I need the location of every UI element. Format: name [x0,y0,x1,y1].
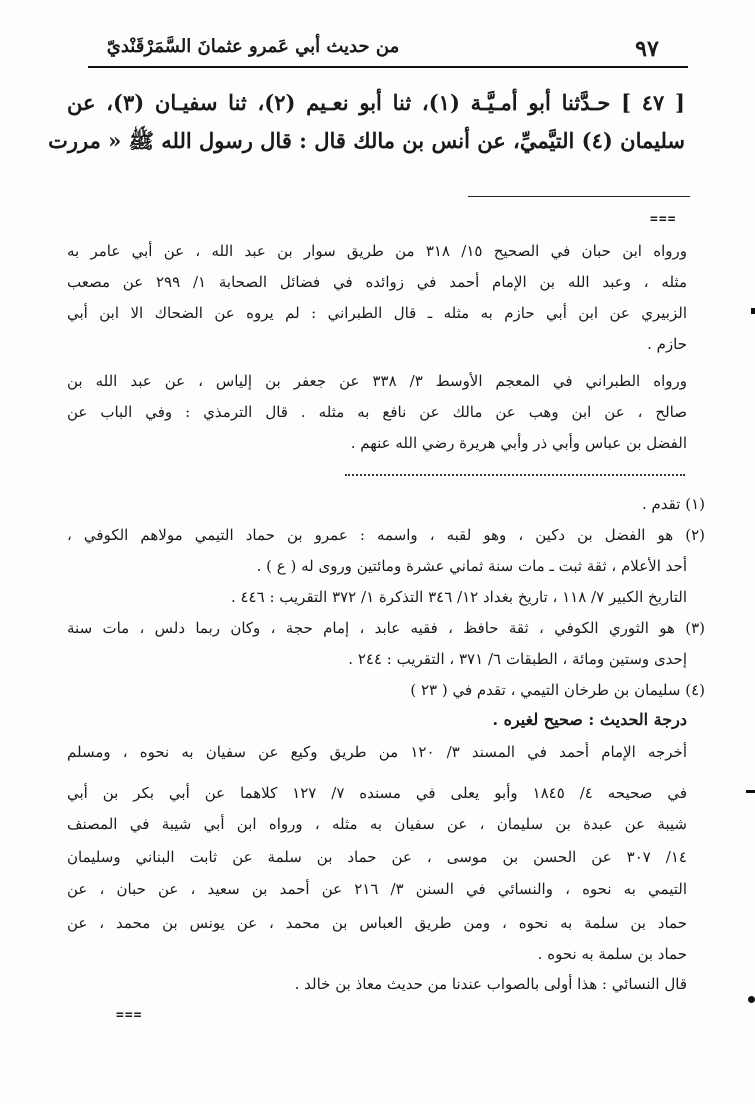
footnote-3-cont: إحدى وستين ومائة ، الطبقات ٦/ ٣٧١ ، التقريب : ٢٤٤ . [348,650,687,668]
grade-line: في صحيحه ٤/ ١٨٤٥ وأبو يعلى في مسنده ٧/ ١٢٧ كلاهما عن أبي بكر بن أبي [67,784,688,802]
grade-line: قال النسائي : هذا أولى بالصواب عندنا من حديث معاذ بن خالد . [294,975,687,993]
footnote-3: (٣) هو الثوري الكوفي ، ثقة حافظ ، فقيه عابد ، إمام حجة ، وكان ربما دلس ، مات سنة [67,619,705,637]
footnote-4: (٤) سليمان بن طرخان التيمي ، تقدم في ( ٢٣ ) [410,681,705,699]
grade-line: التيمي به نحوه ، والنسائي في السنن ٣/ ٢١٦ عن أحمد بن سعيد ، عن حبان ، عن [67,880,687,898]
note-line: الفضل بن عباس وأبي ذر وأبي هريرة رضي الله عنهم . [350,434,687,452]
note-line: صالح ، عن ابن وهب عن مالك عن نافع به مثله . قال الترمذي : وفي الباب عن [67,403,687,421]
note-line: حازم . [647,335,687,353]
grade-heading: درجة الحديث : صحيح لغيره . [492,710,687,729]
scan-edge-mark [751,308,755,314]
footnote-separator-rule [468,196,690,197]
note-line: مثله ، وعبد الله بن الإمام أحمد في زوائده في فضائل الصحابة ١/ ٢٩٩ عن مصعب [67,273,687,291]
grade-line: أخرجه الإمام أحمد في المسند ٣/ ١٢٠ من طريق وكيع عن سفيان به نحوه ، ومسلم [67,743,687,761]
note-line: ورواه الطبراني في المعجم الأوسط ٣/ ٣٣٨ عن جعفر بن إلياس ، عن عبد الله بن [67,372,687,390]
note-line: الزبيري عن ابن أبي حازم به مثله ـ قال الطبراني : لم يروه عن الضحاك الا ابن أبي [67,304,687,322]
footnote-2-refs: التاريخ الكبير ٧/ ١١٨ ، تاريخ بغداد ١٢/ ٣٤٦ التذكرة ١/ ٣٧٢ التقريب : ٤٤٦ . [230,588,687,606]
separator-bottom: === [116,1008,143,1023]
grade-line: شيبة عن عبدة بن سليمان ، عن سفيان به مثله ، ورواه ابن أبي شيبة في المصنف [67,815,687,833]
grade-line: حماد بن سلمة به نحوه ، ومن طريق العباس بن محمد ، عن يونس بن محمد ، عن [67,914,687,932]
main-text-line-1: [ ٤٧ ] حـدَّثنا أبو أمـيَّـة (١)، ثنا أبو نعـيم (٢)، ثنا سفيـان (٣)، عن [67,90,685,115]
page-number: ٩٧ [635,36,659,62]
footnote-2: (٢) هو الفضل بن دكين ، وهو لقبه ، واسمه : عمرو بن حماد التيمي مولاهم الكوفي ، [67,526,705,544]
separator-top: === [650,212,677,227]
note-line: ورواه ابن حبان في الصحيح ١٥/ ٣١٨ من طريق سوار بن عبد الله ، عن أبي عامر به [67,242,687,260]
main-text-line-2: سليمان (٤) التيَّميِّ، عن أنس بن مالك قال : قال رسول الله ﷺ « مررت [48,128,685,153]
dotted-separator [345,474,685,476]
header-rule [88,66,688,68]
grade-line: ١٤/ ٣٠٧ عن الحسن بن موسى ، عن حماد بن سلمة عن ثابت البناني وسليمان [67,848,687,866]
footnote-1: (١) تقدم . [641,495,705,513]
footnote-2-cont: أحد الأعلام ، ثقة ثبت ـ مات سنة ثماني عشرة ومائتين وروى له ( ع ) . [256,557,687,575]
running-title: من حديث أبي عَمرو عثمانَ السَّمَرْقَنْديّ [106,36,400,57]
scan-edge-mark [746,790,755,793]
grade-line: حماد بن سلمة به نحوه . [537,945,687,963]
scan-edge-mark [748,996,755,1003]
